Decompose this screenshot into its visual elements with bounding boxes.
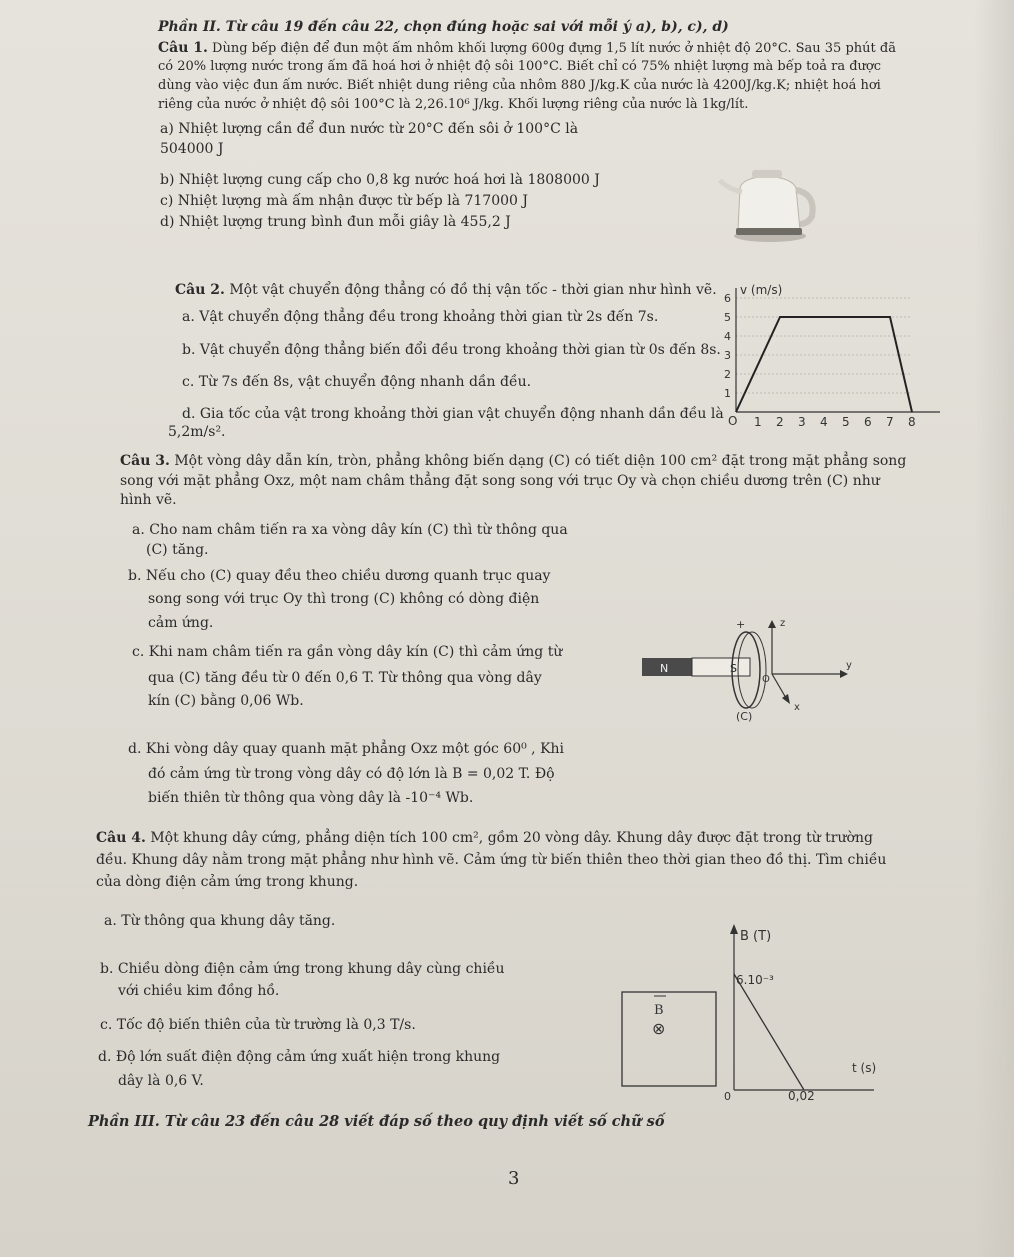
q2-line1-text: Một vật chuyển động thẳng có đồ thị vận tốc - thời gian như hình vẽ.	[229, 282, 717, 298]
q3-option-c-cont2: kín (C) bằng 0,06 Wb.	[148, 693, 304, 709]
coil-label: (C)	[736, 710, 753, 722]
y-tick-label: 4	[724, 330, 731, 343]
q1-line2: có 20% lượng nước trong ấm đã hoá hơi ở nhiệt độ sôi 100°C. Biết chỉ có 75% nhiệt lượng mà bếp toả ra được	[158, 59, 881, 74]
y-tick-label: 5	[724, 311, 731, 324]
origin-0-label: 0	[724, 1090, 731, 1102]
q1-option-d: d) Nhiệt lượng trung bình đun mỗi giây là 455,2 J	[160, 214, 511, 230]
q3-line1: Câu 3. Một vòng dây dẫn kín, tròn, phẳng không biến dạng (C) có tiết diện 100 cm² đặt trong mặt phẳng song	[120, 453, 907, 469]
q1-line1: Câu 1. Dùng bếp điện để đun một ấm nhôm khối lượng 600g đựng 1,5 lít nước ở nhiệt độ 20°C. Sau 35 phút đã	[158, 40, 896, 56]
magnet-south-pole	[692, 658, 750, 676]
origin-o-label: O	[762, 674, 770, 685]
x-tick-label: 3	[798, 415, 806, 429]
q4-option-c: c. Tốc độ biến thiên của từ trường là 0,3 T/s.	[100, 1017, 416, 1033]
t1-label: 0,02	[788, 1089, 815, 1102]
x-tick-label: 2	[776, 415, 784, 429]
x-tick-label: 1	[754, 415, 762, 429]
q4-option-d: d. Độ lớn suất điện động cảm ứng xuất hiện trong khung	[98, 1049, 501, 1065]
q2-option-d-value: 5,2m/s².	[168, 424, 226, 440]
q4-line1: Câu 4. Một khung dây cứng, phẳng diện tích 100 cm², gồm 20 vòng dây. Khung dây được đặt trong từ trường	[96, 830, 873, 846]
q4-option-b-cont: với chiều kim đồng hồ.	[118, 983, 280, 999]
q2-line1: Câu 2. Một vật chuyển động thẳng có đồ thị vận tốc - thời gian như hình vẽ.	[175, 282, 717, 298]
y-tick-label: 1	[724, 387, 731, 400]
q2-option-d: d. Gia tốc của vật trong khoảng thời gian vật chuyển động nhanh dần đều là	[182, 406, 724, 422]
y-tick-label: 6	[724, 292, 731, 305]
q4-line3: của dòng điện cảm ứng trong khung.	[96, 874, 359, 890]
q1-option-a: a) Nhiệt lượng cần để đun nước từ 20°C đến sôi ở 100°C là	[160, 121, 579, 137]
q3-line1-text: Một vòng dây dẫn kín, tròn, phẳng không biến dạng (C) có tiết diện 100 cm² đặt trong mặt phẳng song	[174, 453, 907, 469]
chart-ticks	[724, 292, 916, 429]
y-label: y	[846, 660, 852, 671]
magnet-s-label: S	[730, 662, 737, 675]
q2-option-a: a. Vật chuyển động thẳng đều trong khoảng thời gian từ 2s đến 7s.	[182, 309, 659, 325]
z-label: z	[780, 618, 786, 629]
x-tick-label: 5	[842, 415, 850, 429]
q4-option-a: a. Từ thông qua khung dây tăng.	[104, 913, 336, 929]
b0-label: 6.10⁻³	[736, 973, 774, 987]
t-axis-label: t (s)	[852, 1061, 877, 1075]
field-into-page-icon: ⊗	[652, 1019, 666, 1038]
part3-header: Phần III. Từ câu 23 đến câu 28 viết đáp số theo quy định viết số chữ số	[88, 1113, 665, 1130]
coil-plus-label: +	[736, 618, 746, 631]
x-tick-label: 6	[864, 415, 872, 429]
page-shadow	[974, 0, 1014, 1257]
q3-line3: hình vẽ.	[120, 492, 177, 508]
q4-line1-text: Một khung dây cứng, phẳng diện tích 100 cm², gồm 20 vòng dây. Khung dây được đặt trong từ trường	[150, 830, 873, 846]
q3-option-a: a. Cho nam châm tiến ra xa vòng dây kín (C) thì từ thông qua	[132, 522, 568, 538]
y-axis-label: v (m/s)	[740, 283, 783, 297]
coil-frame	[622, 992, 716, 1086]
velocity-series-line	[736, 317, 912, 412]
q1-option-c: c) Nhiệt lượng mà ấm nhận được từ bếp là 717000 J	[160, 193, 528, 209]
y-tick-label: 2	[724, 368, 731, 381]
q3-option-c-cont1: qua (C) tăng đều từ 0 đến 0,6 T. Từ thông qua vòng dây	[148, 670, 542, 686]
b-t-graph	[714, 922, 884, 1102]
q3-option-b-cont2: cảm ứng.	[148, 615, 214, 631]
b-vector-label: B	[654, 1003, 664, 1018]
q4-line2: đều. Khung dây nằm trong mặt phẳng như hình vẽ. Cảm ứng từ biến thiên theo thời gian theo đồ thị. Tìm chiều	[96, 852, 887, 868]
coil-frame-figure	[620, 990, 720, 1090]
q3-option-b: b. Nếu cho (C) quay đều theo chiều dương quanh trục quay	[128, 568, 551, 584]
x-label: x	[794, 702, 800, 713]
page-number: 3	[508, 1168, 520, 1189]
q3-option-c: c. Khi nam châm tiến ra gần vòng dây kín (C) thì cảm ứng từ	[132, 644, 563, 660]
x-tick-label: 4	[820, 415, 828, 429]
magnet-coil-figure	[640, 612, 870, 722]
q2-option-b: b. Vật chuyển động thẳng biến đổi đều trong khoảng thời gian từ 0s đến 8s.	[182, 342, 721, 358]
part2-header: Phần II. Từ câu 19 đến câu 22, chọn đúng hoặc sai với mỗi ý a), b), c), d)	[158, 19, 729, 35]
q4-option-d-cont: dây là 0,6 V.	[118, 1073, 204, 1089]
q2-option-c: c. Từ 7s đến 8s, vật chuyển động nhanh dần đều.	[182, 374, 532, 390]
x-tick-label: 8	[908, 415, 916, 429]
q3-option-a-cont: (C) tăng.	[146, 542, 209, 558]
q1-option-b: b) Nhiệt lượng cung cấp cho 0,8 kg nước hoá hơi là 1808000 J	[160, 172, 600, 188]
q1-line4: riêng của nước ở nhiệt độ sôi 100°C là 2,26.10⁶ J/kg. Khối lượng riêng của nước là 1kg/lít.	[158, 97, 749, 112]
magnet-n-label: N	[660, 662, 669, 675]
chart-grid	[736, 298, 912, 393]
q3-option-d: d. Khi vòng dây quay quanh mặt phẳng Oxz một góc 60⁰ , Khi	[128, 741, 565, 757]
velocity-time-chart	[710, 280, 970, 430]
q3-option-d-cont1: đó cảm ứng từ trong vòng dây có độ lớn là B = 0,02 T. Độ	[148, 766, 555, 782]
kettle-image	[712, 158, 832, 248]
q1-option-a-value: 504000 J	[160, 141, 224, 157]
q1-line1-text: Dùng bếp điện để đun một ấm nhôm khối lượng 600g đựng 1,5 lít nước ở nhiệt độ 20°C. Sau 35 phút đã	[207, 41, 896, 56]
x-axis-arrow	[772, 674, 786, 698]
q3-option-d-cont2: biến thiên từ thông qua vòng dây là -10⁻⁴ Wb.	[148, 790, 474, 806]
b-decrease-line	[734, 974, 804, 1090]
x-tick-label: 7	[886, 415, 894, 429]
q3-line2: song với mặt phẳng Oxz, một nam châm thẳng đặt song song với trục Oy và chọn chiều dương trên (C) như	[120, 473, 880, 489]
q4-option-b: b. Chiều dòng điện cảm ứng trong khung dây cùng chiều	[100, 961, 505, 977]
origin-label: O	[728, 414, 738, 428]
b-axis-label: B (T)	[740, 929, 772, 944]
q1-line3: dùng vào việc đun ấm nước. Biết nhiệt dung riêng của nhôm 880 J/kg.K của nước là 4200J/kg.K; nhiệt hoá hơi	[158, 78, 881, 93]
y-tick-label: 3	[724, 349, 731, 362]
q3-option-b-cont1: song song với trục Oy thì trong (C) không có dòng điện	[148, 591, 540, 607]
